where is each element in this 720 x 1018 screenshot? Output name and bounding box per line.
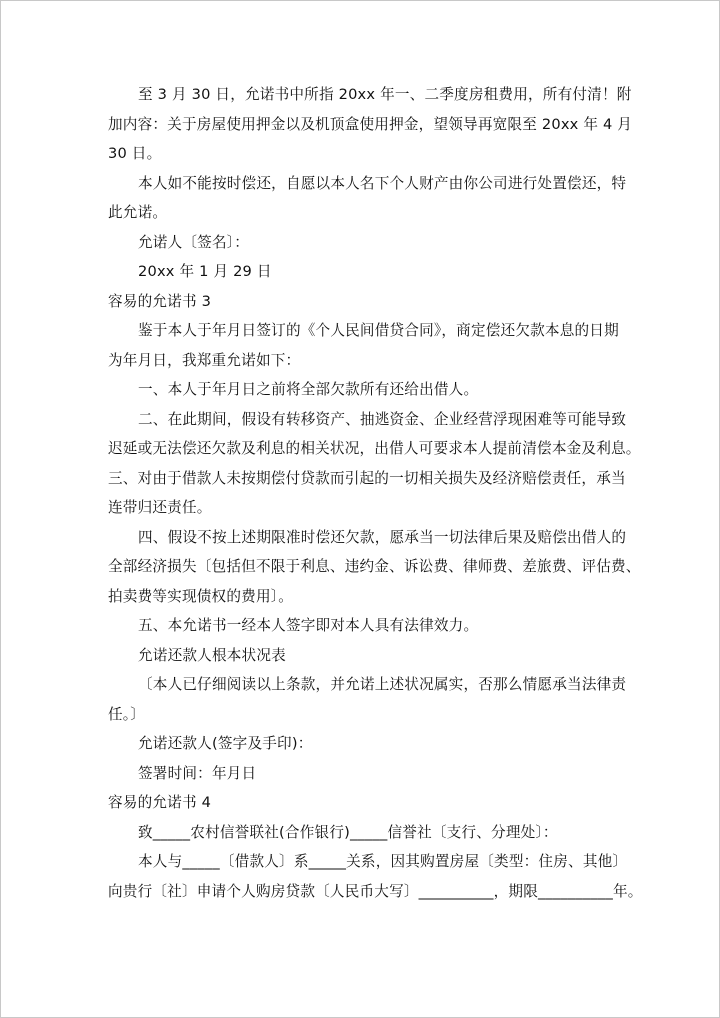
paragraph-line: 全部经济损失〔包括但不限于利息、违约金、诉讼费、律师费、差旅费、评估费、: [108, 558, 641, 575]
paragraph-line: 30 日。: [108, 145, 162, 162]
document-body: [108, 80, 643, 906]
paragraph-line: 〔本人已仔细阅读以上条款，并允诺上述状况属实，否那么情愿承当法律责: [138, 676, 627, 693]
paragraph-line: 加内容：关于房屋使用押金以及机顶盒使用押金，望领导再宽限至 20xx 年 4 月: [108, 115, 633, 133]
paragraph-line: 本人如不能按时偿还，自愿以本人名下个人财产由你公司进行处置偿还，特: [138, 174, 627, 192]
paragraph-line: 向贵行〔社〕申请个人购房贷款〔人民币大写〕__________，期限__________年。: [108, 882, 643, 900]
table-title: 允诺还款人根本状况表: [138, 646, 286, 664]
paragraph-line: 至 3 月 30 日，允诺书中所指 20xx 年一、二季度房租费用，所有付清！附: [138, 86, 632, 103]
paragraph-line: 连带归还责任。: [108, 499, 212, 516]
paragraph-line: 为年月日，我郑重允诺如下：: [108, 351, 301, 369]
paragraph-line: 致_____农村信誉联社(合作银行)_____信誉社〔支行、分理处〕：: [138, 823, 558, 841]
signer-label: 允诺还款人(签字及手印)：: [138, 735, 313, 752]
section-heading: 容易的允诺书 3: [108, 292, 212, 310]
paragraph-line: 任。〕: [108, 705, 146, 723]
clause-item: 一、本人于年月日之前将全部欠款所有还给出借人。: [138, 381, 479, 398]
paragraph-line: 鉴于本人于年月日签订的《个人民间借贷合同》，商定偿还欠款本息的日期: [138, 322, 619, 339]
clause-item: 二、在此期间，假设有转移资产、抽逃资金、企业经营浮现困难等可能导致: [138, 410, 627, 428]
section-heading: 容易的允诺书 4: [108, 794, 212, 811]
clause-item: 五、本允诺书一经本人签字即对本人具有法律效力。: [138, 617, 479, 634]
paragraph-line: 本人与_____〔借款人〕系_____关系，因其购置房屋〔类型：住房、其他〕: [138, 853, 628, 870]
signer-label: 允诺人〔签名〕：: [138, 233, 250, 251]
clause-item: 三、对由于借款人未按期偿付贷款而引起的一切相关损失及经济赔偿责任，承当: [108, 469, 626, 487]
paragraph-line: 拍卖费等实现债权的费用〕。: [108, 587, 294, 605]
paragraph-line: 此允诺。: [108, 204, 168, 221]
sign-date: 签署时间：年月日: [138, 764, 257, 782]
clause-item: 四、假设不按上述期限准时偿还欠款，愿承当一切法律后果及赔偿出借人的: [138, 528, 627, 546]
sign-date: 20xx 年 1 月 29 日: [138, 263, 272, 280]
paragraph-line: 迟延或无法偿还欠款及利息的相关状况，出借人可要求本人提前清偿本金及利息。: [108, 440, 641, 457]
